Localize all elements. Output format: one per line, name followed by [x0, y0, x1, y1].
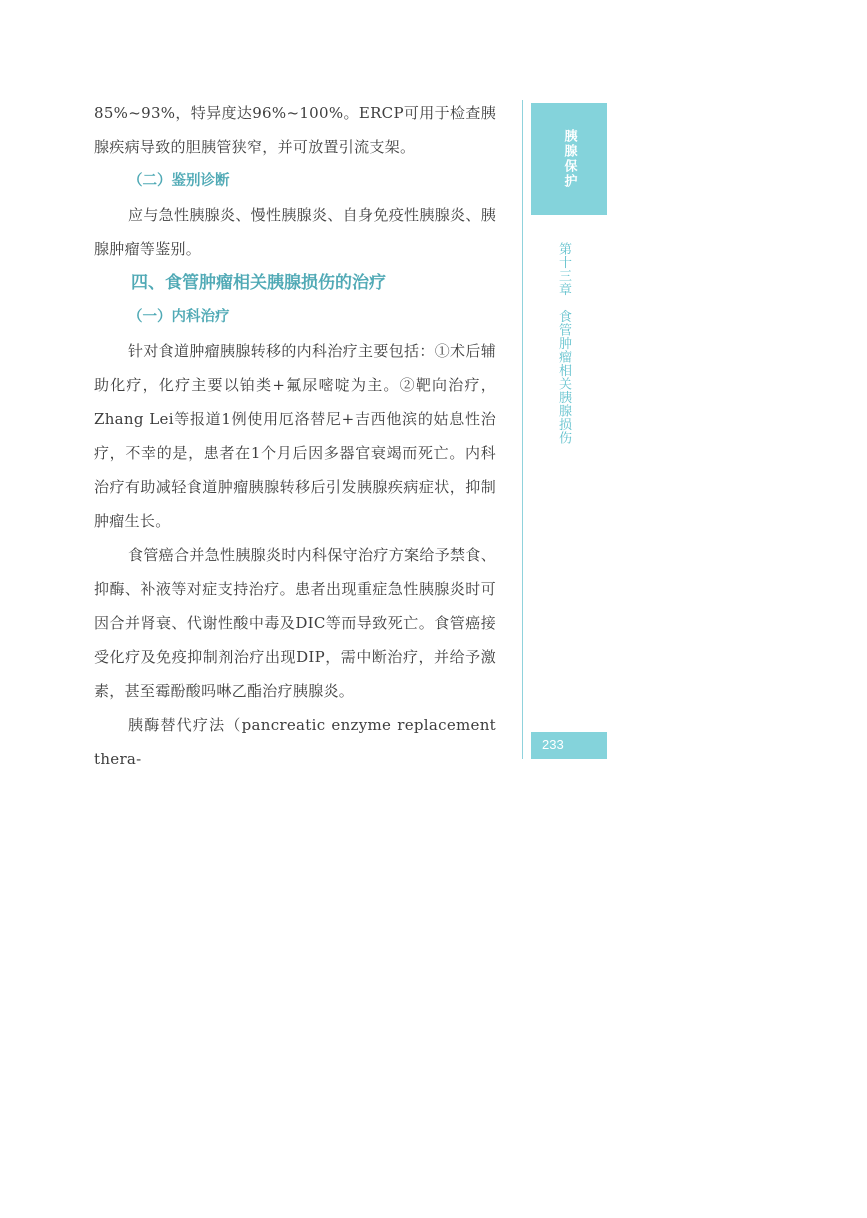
paragraph-differential: 应与急性胰腺炎、慢性胰腺炎、自身免疫性胰腺炎、胰腺肿瘤等鉴别。	[94, 206, 496, 258]
heading-differential-diagnosis: （二）鉴别诊断	[128, 173, 230, 189]
main-text-column	[94, 96, 496, 776]
chapter-title: 第十三章 食管肿瘤相关胰腺损伤	[556, 242, 571, 445]
paragraph-enzyme-replacement: 胰酶替代疗法（pancreatic enzyme replacement thera-	[94, 716, 496, 768]
page-number-box	[531, 732, 607, 759]
paragraph-medical-treatment: 针对食道肿瘤胰腺转移的内科治疗主要包括：①术后辅助化疗，化疗主要以铂类+氟尿嘧啶为主。②靶向治疗，Zhang Lei等报道1例使用厄洛替尼+吉西他滨的姑息性治疗，不幸的是，患者在1个月后因多器官衰竭而死亡。内科治疗有助减轻食道肿瘤胰腺转移后引发胰腺疾病症状，抑制肿瘤生长。	[94, 342, 496, 530]
heading-medical-treatment: （一）内科治疗	[128, 309, 230, 325]
section-tab-label: 胰腺保护	[561, 129, 577, 189]
section-tab	[531, 103, 607, 215]
paragraph-ercp: 85%~93%，特异度达96%~100%。ERCP可用于检查胰腺疾病导致的胆胰管狭窄，并可放置引流支架。	[94, 104, 496, 156]
sidebar-divider	[522, 100, 523, 759]
heading-treatment: 四、食管肿瘤相关胰腺损伤的治疗	[131, 273, 386, 293]
page-number: 233	[542, 737, 564, 752]
paragraph-conservative-treatment: 食管癌合并急性胰腺炎时内科保守治疗方案给予禁食、抑酶、补液等对症支持治疗。患者出现重症急性胰腺炎时可因合并肾衰、代谢性酸中毒及DIC等而导致死亡。食管癌接受化疗及免疫抑制剂治疗出现DIP，需中断治疗，并给予激素，甚至霉酚酸吗啉乙酯治疗胰腺炎。	[94, 546, 496, 700]
